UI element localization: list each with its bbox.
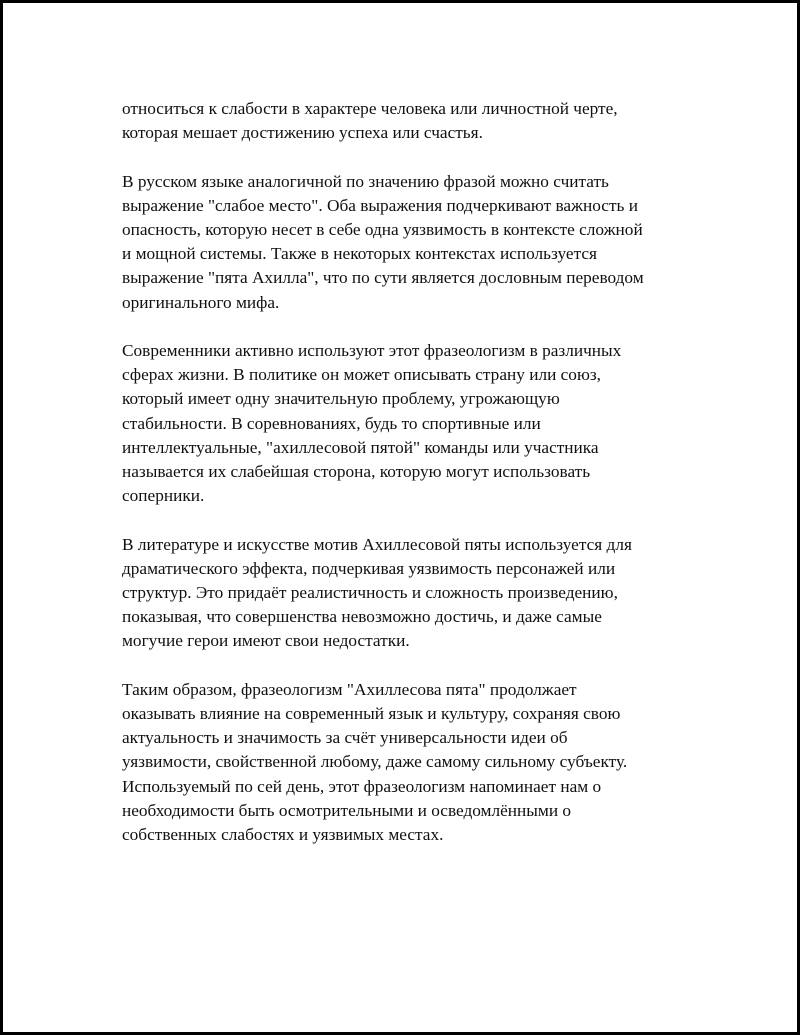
text-line: и мощной системы. Также в некоторых контекстах используется — [122, 244, 597, 264]
text-line: оригинального мифа. — [122, 292, 280, 312]
text-line: сферах жизни. В политике он может описывать страну или союз, — [122, 365, 602, 385]
paragraph-3 — [122, 339, 702, 508]
text-line: Современники активно используют этот фразеологизм в различных — [122, 341, 622, 360]
paragraph-2 — [122, 170, 702, 315]
text-line: который имеет одну значительную проблему, угрожающую — [122, 389, 560, 409]
paragraph-1 — [122, 97, 702, 145]
text-line: собственных слабостях и уязвимых местах. — [122, 825, 444, 845]
text-line: оказывать влияние на современный язык и культуру, сохраняя свою — [122, 704, 621, 724]
text-line: выражение "пята Ахилла", что по сути является дословным переводом — [122, 268, 644, 288]
text-line: актуальность и значимость за счёт универсальности идеи об — [122, 728, 568, 748]
text-line: показывая, что совершенства невозможно достичь, и даже самые — [122, 607, 602, 627]
text-line: могучие герои имеют свои недостатки. — [122, 631, 410, 651]
text-line: соперники. — [122, 486, 205, 506]
paragraph-4 — [122, 533, 702, 654]
text-line: необходимости быть осмотрительными и осведомлёнными о — [122, 800, 572, 820]
text-line: называется их слабейшая сторона, которую могут использовать — [122, 462, 591, 482]
text-line: В литературе и искусстве мотив Ахиллесовой пяты используется для — [122, 534, 632, 554]
paragraph-5 — [122, 678, 702, 847]
document-body — [122, 97, 702, 871]
text-line: интеллектуальные, "ахиллесовой пятой" команды или участника — [122, 437, 599, 457]
text-line: Используемый по сей день, этот фразеологизм напоминает нам о — [122, 776, 602, 796]
text-line: которая мешает достижению успеха или счастья. — [122, 123, 483, 143]
text-line: структур. Это придаёт реалистичность и сложность произведению, — [122, 583, 618, 603]
text-line: В русском языке аналогичной по значению фразой можно считать — [122, 171, 609, 191]
text-line: уязвимости, свойственной любому, даже самому сильному субъекту. — [122, 752, 628, 772]
text-line: драматического эффекта, подчеркивая уязвимость персонажей или — [122, 558, 616, 578]
text-line: Таким образом, фразеологизм "Ахиллесова пята" продолжает — [122, 679, 577, 699]
text-line: стабильности. В соревнованиях, будь то спортивные или — [122, 413, 541, 433]
text-line: относиться к слабости в характере человека или личностной черте, — [122, 99, 618, 118]
text-line: выражение "слабое место". Оба выражения подчеркивают важность и — [122, 195, 638, 215]
text-line: опасность, которую несет в себе одна уязвимость в контексте сложной — [122, 220, 643, 239]
